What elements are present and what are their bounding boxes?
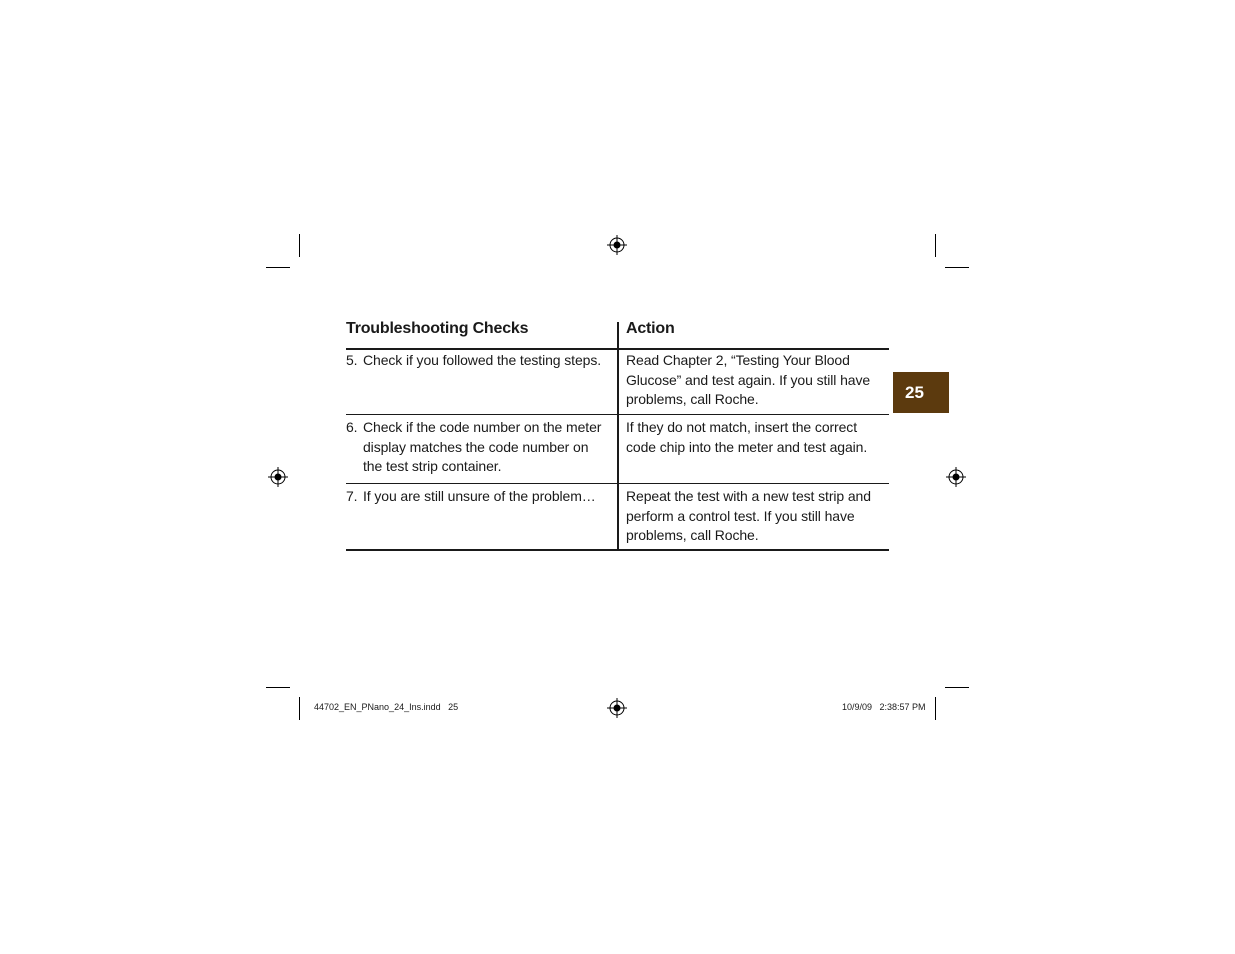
crop-mark-top-left-vertical [299,234,300,257]
header-action: Action [626,320,675,337]
crop-mark-top-left-horizontal [266,267,290,268]
check-text: Check if the code number on the meter display matches the code number on the test strip container. [363,419,602,474]
page-number: 25 [905,383,924,402]
crop-mark-bottom-right-vertical [935,697,936,720]
row-number: 7. [346,488,358,504]
check-text: Check if you followed the testing steps. [363,352,602,368]
table-bottom-rule [346,549,889,551]
table-row-action: Read Chapter 2, “Testing Your Blood Glucose” and test again. If you still have problems, call Roche. [626,352,871,407]
row-rule [346,414,889,415]
slug-filename: 44702_EN_PNano_24_Ins.indd 25 [314,702,459,712]
crop-mark-top-right-vertical [935,234,936,257]
registration-mark-top-icon [607,235,627,255]
crop-mark-bottom-left-vertical [299,697,300,720]
row-rule [346,483,889,484]
header-troubleshooting-checks: Troubleshooting Checks [346,320,529,337]
crop-mark-top-right-horizontal [945,267,969,268]
registration-mark-left-icon [268,467,288,487]
crop-mark-bottom-left-horizontal [266,687,290,688]
table-row-action: Repeat the test with a new test strip and perform a control test. If you still have problems, call Roche. [626,488,871,543]
column-divider [617,322,619,550]
row-number: 5. [346,352,358,368]
crop-mark-bottom-right-horizontal [945,687,969,688]
registration-mark-right-icon [946,467,966,487]
page-number-tab [893,372,949,413]
registration-mark-bottom-icon [607,698,627,718]
table-row-action: If they do not match, insert the correct code chip into the meter and test again. [626,419,868,455]
check-text: If you are still unsure of the problem… [363,488,596,504]
header-rule [346,348,889,350]
slug-timestamp: 10/9/09 2:38:57 PM [842,702,926,712]
row-number: 6. [346,419,358,435]
